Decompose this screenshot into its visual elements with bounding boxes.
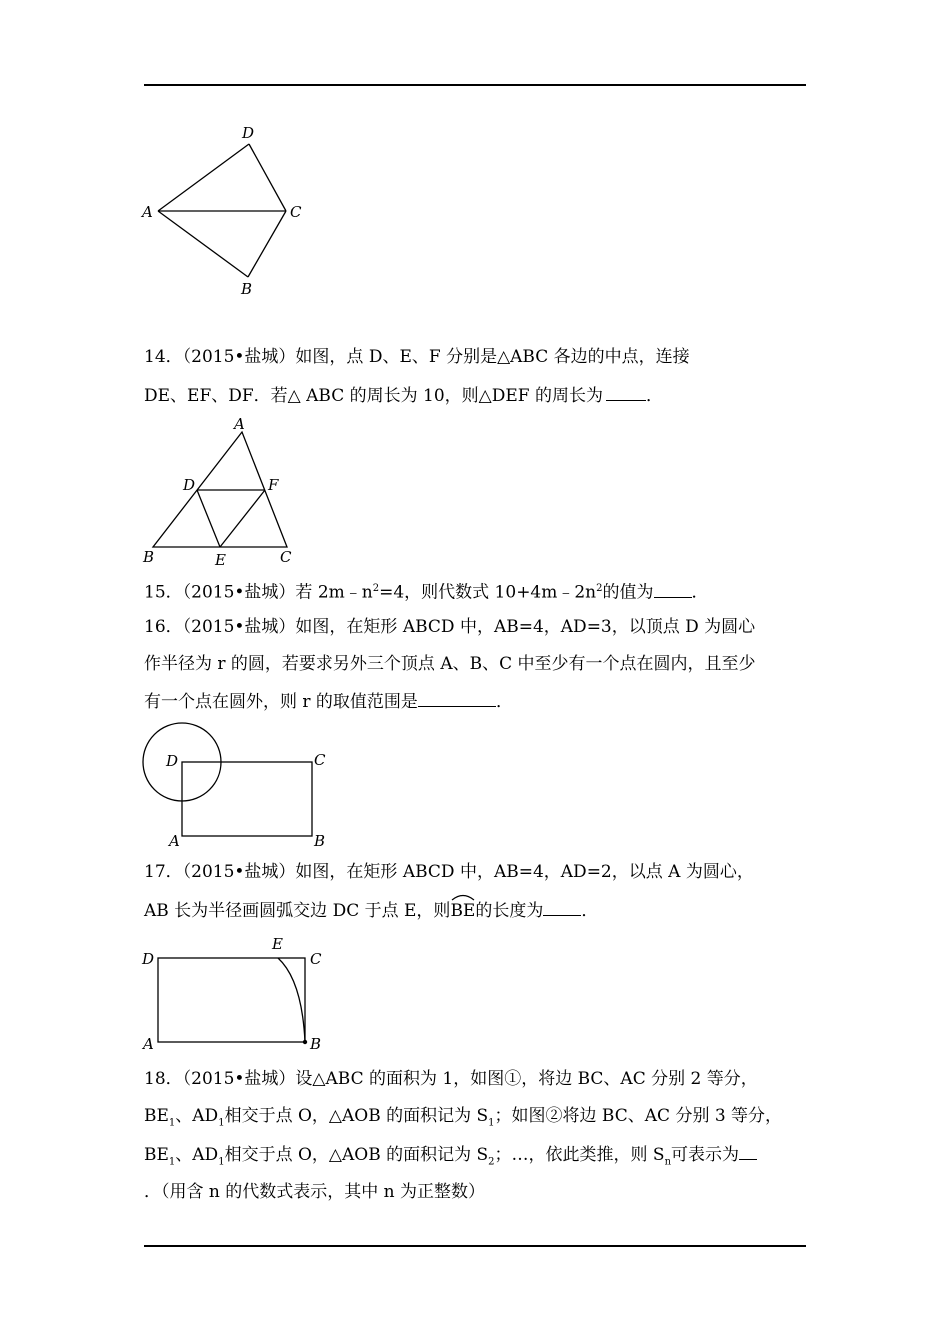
q14-line2-text: DE、EF、DF．若△ ABC 的周长为 10，则△DEF 的周长为 [144, 386, 603, 406]
q18-l3a: BE [144, 1145, 169, 1165]
q18-l3c: 相交于点 O，△AOB 的面积记为 S [224, 1145, 489, 1165]
q14-line2-end: ． [646, 386, 663, 406]
q18-l3s4: n [664, 1156, 672, 1168]
label-E: E [272, 935, 283, 953]
q18-l2d: ；如图②将边 BC、AC 分别 3 等分， [494, 1106, 783, 1126]
arc-BE-notation [450, 900, 475, 922]
q18-l3s3: 2 [488, 1156, 495, 1168]
q16-line3 [144, 690, 513, 713]
label-C: C [290, 203, 302, 221]
header-rule [144, 84, 806, 86]
q18-line4: ．（用含 n 的代数式表示，其中 n 为正整数） [144, 1182, 486, 1202]
q18-l2a: BE [144, 1106, 169, 1126]
q18-line2 [144, 1105, 782, 1134]
q16-line2: 作半径为 r 的圆，若要求另外三个顶点 A、B、C 中至少有一个点在圆内，且至少 [144, 654, 756, 674]
q17-line2-end: ． [581, 901, 599, 921]
figure-q13 [140, 122, 310, 302]
label-D: D [142, 950, 155, 968]
footer-rule [144, 1245, 806, 1247]
q18-line3 [144, 1143, 757, 1173]
q18-l2s3: 1 [488, 1117, 495, 1129]
q18-l3s1: 1 [168, 1156, 176, 1168]
label-D: D [183, 476, 196, 494]
q18-l2b: 、AD [175, 1106, 219, 1126]
q14-line1: 14．（2015•盐城）如图，点 D、E、F 分别是△ABC 各边的中点，连接 [144, 347, 690, 367]
q18-l2c: 相交于点 O，△AOB 的面积记为 S [224, 1106, 489, 1126]
label-D: D [166, 752, 179, 770]
q18-l2s2: 1 [218, 1117, 225, 1129]
answer-blank-q18[interactable] [739, 1143, 757, 1160]
arc-icon [450, 893, 476, 901]
label-B: B [241, 280, 253, 298]
label-A: A [142, 203, 153, 221]
label-A: A [143, 1035, 154, 1053]
figure-q17 [140, 932, 340, 1056]
q14-line2 [144, 384, 663, 407]
label-D: D [242, 124, 255, 142]
q18-l3e: 可表示为 [671, 1145, 740, 1165]
label-E: E [215, 551, 226, 569]
label-A: A [234, 415, 245, 433]
answer-blank-q14[interactable] [606, 384, 646, 401]
q15-sup2: 2 [596, 583, 603, 594]
label-C: C [310, 950, 322, 968]
arc-label: BE [450, 901, 476, 921]
q15-pre: 15．（2015•盐城）若 2m﹣n [144, 582, 373, 603]
label-A: A [169, 832, 180, 850]
label-B: B [143, 548, 155, 566]
q15-sup1: 2 [372, 583, 380, 594]
answer-blank-q15[interactable] [654, 581, 692, 598]
label-F: F [268, 476, 279, 494]
q18-l3b: 、AD [175, 1145, 219, 1165]
q16-line3-end: ． [495, 692, 513, 712]
q15-line [144, 578, 709, 604]
q18-line1: 18．（2015•盐城）设△ABC 的面积为 1，如图①，将边 BC、AC 分别 2 等分， [144, 1069, 758, 1089]
label-C: C [314, 751, 326, 769]
q18-l3s2: 1 [218, 1156, 225, 1168]
q15-end: ． [691, 582, 709, 603]
label-B: B [314, 832, 326, 850]
label-C: C [280, 548, 292, 566]
q16-line1: 16．（2015•盐城）如图，在矩形 ABCD 中，AB=4，AD=3，以顶点 D 为圆心 [144, 617, 756, 637]
answer-blank-q17[interactable] [543, 899, 581, 916]
q17-line2 [144, 899, 598, 922]
label-B: B [310, 1035, 322, 1053]
q18-l2s1: 1 [168, 1117, 176, 1129]
figure-q14 [140, 414, 300, 570]
q16-line3-text: 有一个点在圆外，则 r 的取值范围是 [144, 692, 418, 712]
q17-line2-post: 的长度为 [475, 901, 544, 921]
q17-line1: 17．（2015•盐城）如图，在矩形 ABCD 中，AB=4，AD=2，以点 A 为圆心， [144, 862, 754, 882]
answer-blank-q16[interactable] [418, 690, 496, 707]
q17-line2-pre: AB 长为半径画圆弧交边 DC 于点 E，则 [144, 901, 451, 921]
figure-q16 [140, 720, 340, 852]
q15-mid: =4，则代数式 10+4m﹣2n [379, 582, 597, 603]
q15-post: 的值为 [602, 582, 654, 603]
q18-l3d: ；…，依此类推，则 S [494, 1145, 665, 1165]
